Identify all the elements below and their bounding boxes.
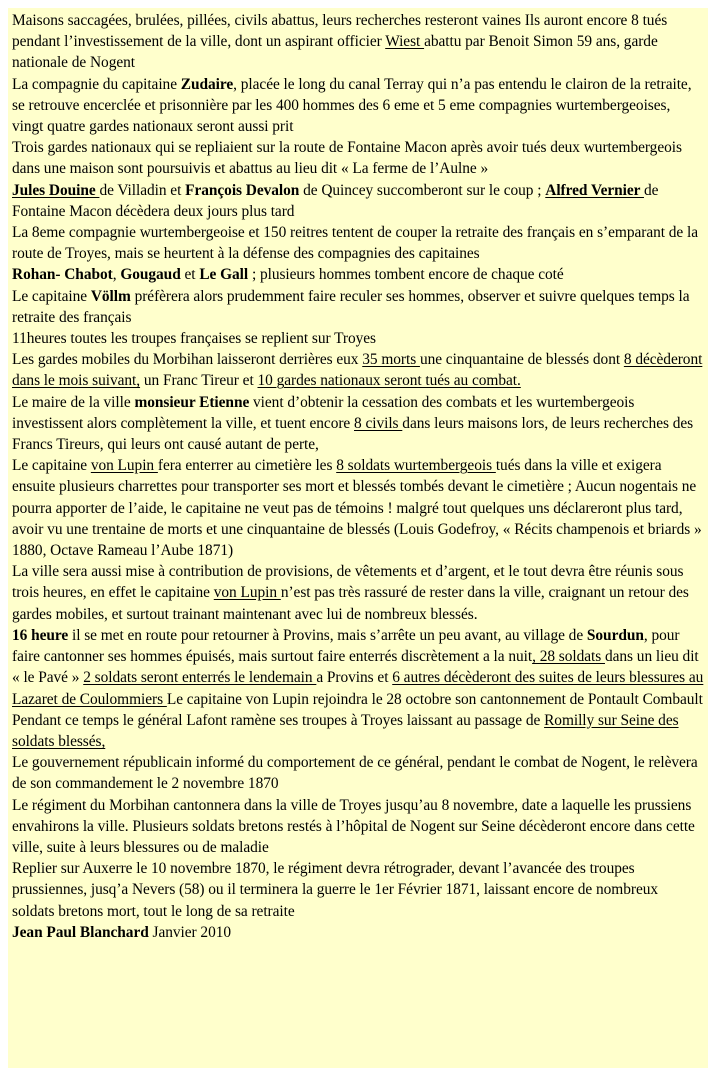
paragraph-p9: [12, 349, 704, 391]
bold-text: François Devalon: [185, 181, 300, 199]
body-text: a Provins et: [316, 669, 393, 687]
bold-text: Zudaire: [180, 75, 234, 93]
body-text: ; plusieurs hommes tombent encore de chaque coté: [248, 266, 564, 284]
bold-text: Völlm: [90, 287, 131, 305]
body-text: Le capitaine von Lupin rejoindra le 28 octobre son cantonnement de Pontault Combault: [166, 690, 703, 708]
underlined-text: 10 gardes nationaux seront tués au combat.: [257, 372, 521, 390]
body-text: et: [180, 266, 200, 284]
body-text: 11heures toutes les troupes françaises se replient sur Troyes: [12, 330, 376, 348]
underlined-text: 6 autres décèderont des suites de leurs blessures au Lazaret de Coulommiers: [12, 669, 704, 708]
bold-text: Le Gall: [199, 266, 249, 284]
underlined-text: 8 décèderont dans le mois suivant,: [12, 351, 703, 390]
bold-text: monsieur Etienne: [134, 393, 250, 411]
body-text: , placée le long du canal Terray qui n’a pas entendu le clairon de la retraite, se retrouve encerclée et prisonnière par les 400 hommes des 6 eme et 5 eme compagnies wurtembergeoises, vingt quatre gardes nationaux seront aussi prit: [12, 75, 692, 136]
body-text: vient d’obtenir la cessation des combats et les wurtembergeois investissent alors complètement la ville, et tuent encore: [12, 393, 635, 432]
body-text: Le gouvernement républicain informé du comportement de ce général, pendant le combat de Nogent, le relèvera de son commandement le 2 novembre 1870: [12, 754, 698, 793]
body-text: il se met en route pour retourner à Provins, mais s’arrête un peu avant, au village de: [68, 626, 587, 644]
body-text: La compagnie du capitaine: [12, 75, 181, 93]
bold-text: 16 heure: [12, 626, 69, 644]
paragraph-p12: [12, 561, 704, 625]
paragraph-p6: [12, 264, 704, 285]
paragraph-p16: [12, 795, 704, 859]
body-text: Janvier 2010: [148, 923, 232, 941]
paragraph-p5: [12, 222, 704, 264]
document-page: [8, 8, 708, 1068]
body-text: Les gardes mobiles du Morbihan laisseront derrières eux: [12, 351, 363, 369]
body-text: Trois gardes nationaux qui se repliaient sur la route de Fontaine Macon après avoir tués deux wurtembergeois dans une maison sont poursuivis et abattus au lieu dit « La ferme de l’Aulne »: [12, 139, 682, 178]
bold-text: Gougaud: [120, 266, 181, 284]
body-text: La ville sera aussi mise à contribution de provisions, de vêtements et d’argent, et le tout devra être réunis sous trois heures, en effet le capitaine: [12, 563, 684, 602]
body-text: Replier sur Auxerre le 10 novembre 1870, le régiment devra rétrograder, devant l’avancée des troupes prussiennes, jusq’a Nevers (58) ou il terminera la guerre le 1er Février 1871, laissant encore de nombreux soldats bretons mort, tout le long de sa retraite: [12, 860, 659, 920]
underlined-text: 8 soldats wurtembergeois: [336, 457, 496, 475]
paragraph-p3: [12, 137, 704, 179]
body-text: tués dans la ville et exigera ensuite plusieurs charrettes pour transporter ses mort et blessés tombés devant le cimetière ; Aucun nogentais ne pourra apporter de l’aide, le capitaine ne veut pas de témoins ! malgré tout quelques uns déclareront plus tard, avoir vu une trentaine de morts et une cinquantaine de blessés (Louis Godefroy, « Récits champenois et briards » 1880, Octave Rameau l’Aube 1871): [12, 457, 702, 560]
paragraph-p11: [12, 455, 704, 561]
paragraph-p2: [12, 74, 704, 138]
bold-text: Sourdun: [586, 626, 644, 644]
body-text: abattu par Benoit Simon 59 ans, garde nationale de Nogent: [12, 33, 658, 72]
underlined-text: Romilly sur Seine des soldats blessés,: [12, 711, 679, 750]
underlined-text: , 28 soldats: [532, 648, 605, 666]
body-text: Le maire de la ville: [12, 393, 135, 411]
paragraph-p10: [12, 392, 704, 456]
bold-text: Jean Paul Blanchard: [12, 923, 149, 941]
paragraph-p4: [12, 180, 704, 222]
body-text: de Fontaine Macon décèdera deux jours plus tard: [12, 181, 659, 220]
paragraph-p15: [12, 752, 704, 794]
body-text: dans leurs maisons lors, de leurs recherches des Francs Tireurs, qui leurs ont causé autant de perte,: [12, 414, 694, 454]
underlined-text: Wiest: [385, 33, 425, 51]
underlined-text: Jules Douine: [12, 181, 100, 199]
body-text: ,: [112, 266, 121, 284]
body-text: Le capitaine: [12, 287, 91, 305]
paragraph-p14: [12, 710, 704, 752]
body-text: , pour faire cantonner ses hommes épuisés, mais surtout faire enterrés discrètement a la nuit: [12, 626, 680, 666]
underlined-text: von Lupin: [213, 584, 281, 602]
body-text: n’est pas très rassuré de rester dans la ville, craignant un retour des gardes mobiles, et surtout trainant maintenant avec lui de nombreux blessés.: [12, 584, 689, 623]
underlined-text: Alfred Vernier: [545, 181, 644, 199]
body-text: un Franc Tireur et: [140, 372, 258, 390]
body-text: Maisons saccagées, brulées, pillées, civils abattus, leurs recherches resteront vaines Ils auront encore 8 tués pendant l’investissement de la ville, dont un aspirant officier: [12, 12, 668, 51]
paragraph-p13: [12, 625, 704, 710]
body-text: dans un lieu dit « le Pavé »: [12, 648, 699, 687]
body-text: une cinquantaine de blessés dont: [419, 351, 624, 369]
body-text: Le capitaine: [12, 457, 91, 475]
paragraph-p7: [12, 286, 704, 328]
underlined-text: 2 soldats seront enterrés le lendemain: [83, 669, 317, 687]
paragraph-p1: [12, 10, 704, 74]
underlined-text: 8 civils: [354, 414, 403, 432]
underlined-text: 35 morts: [362, 351, 420, 369]
body-text: Le régiment du Morbihan cantonnera dans la ville de Troyes jusqu’au 8 novembre, date a laquelle les prussiens envahirons la ville. Plusieurs soldats bretons restés à l’hôpital de Nogent sur Seine décèderont encore dans cette ville, suite à leurs blessures ou de maladie: [12, 796, 695, 856]
body-text: Pendant ce temps le général Lafont ramène ses troupes à Troyes laissant au passage de: [12, 711, 545, 729]
paragraph-p17: [12, 858, 704, 922]
body-text: fera enterrer au cimetière les: [157, 457, 337, 475]
underlined-text: von Lupin: [90, 457, 158, 475]
body-text: de Quincey succomberont sur le coup ;: [299, 181, 546, 199]
bold-text: Rohan- Chabot: [12, 266, 113, 284]
paragraph-p18: [12, 922, 704, 943]
paragraph-p8: [12, 328, 704, 349]
body-text: La 8eme compagnie wurtembergeoise et 150 reitres tentent de couper la retraite des français en s’emparant de la route de Troyes, mais se heurtent à la défense des compagnies des capitaines: [12, 224, 699, 263]
body-text: préfèrera alors prudemment faire reculer ses hommes, observer et suivre quelques temps la retraite des français: [12, 287, 690, 326]
body-text: de Villadin et: [99, 181, 186, 199]
